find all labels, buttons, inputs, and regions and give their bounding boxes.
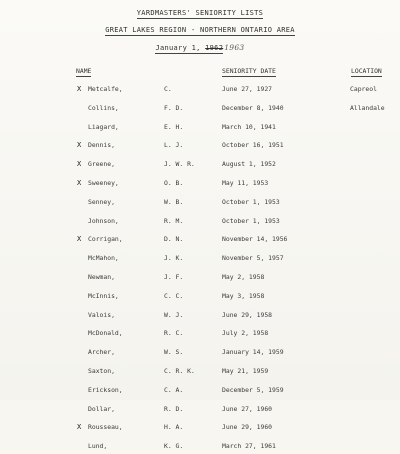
table-row bbox=[0, 442, 400, 454]
document-date bbox=[0, 43, 400, 52]
date-struck-year: 1962 bbox=[205, 44, 224, 52]
initials: R. C. bbox=[164, 329, 184, 338]
x-mark: X bbox=[77, 179, 82, 187]
location: Capreol bbox=[350, 85, 377, 93]
seniority-date: May 11, 1953 bbox=[222, 179, 269, 187]
surname: McInnis, bbox=[88, 291, 119, 300]
initials: R. M. bbox=[164, 216, 184, 225]
surname: Dennis, bbox=[88, 141, 115, 150]
table-row bbox=[0, 311, 400, 323]
seniority-date: May 2, 1958 bbox=[222, 273, 265, 281]
seniority-date: May 3, 1958 bbox=[222, 291, 265, 300]
surname: McDonald, bbox=[88, 329, 123, 338]
header-location: LOCATION bbox=[351, 67, 382, 75]
surname: Greene, bbox=[88, 160, 115, 169]
x-mark: X bbox=[77, 423, 82, 432]
initials: L. J. bbox=[164, 141, 184, 150]
surname: Senney, bbox=[88, 197, 115, 206]
header-seniority-date: SENIORITY DATE bbox=[222, 67, 276, 75]
table-row bbox=[0, 198, 400, 210]
surname: Erickson, bbox=[88, 385, 123, 394]
x-mark: X bbox=[77, 141, 82, 150]
initials: K. G. bbox=[164, 442, 184, 451]
table-row bbox=[0, 348, 400, 360]
initials: R. D. bbox=[164, 404, 184, 413]
surname: Liagard, bbox=[88, 122, 119, 131]
initials: C. C. bbox=[164, 291, 184, 300]
seniority-date: March 10, 1941 bbox=[222, 122, 276, 131]
initials: J. F. bbox=[164, 273, 184, 281]
seniority-date: May 21, 1959 bbox=[222, 367, 269, 375]
initials: J. W. R. bbox=[164, 160, 195, 169]
surname: Metcalfe, bbox=[88, 85, 123, 93]
header-name: NAME bbox=[76, 67, 92, 75]
title-line-2: GREAT LAKES REGION - NORTHERN ONTARIO AREA bbox=[105, 26, 295, 34]
table-row bbox=[0, 179, 400, 191]
seniority-date: June 27, 1927 bbox=[222, 85, 273, 93]
seniority-date: August 1, 1952 bbox=[222, 160, 276, 169]
document-title bbox=[0, 9, 400, 17]
table-row bbox=[0, 329, 400, 341]
surname: Collins, bbox=[88, 103, 119, 112]
x-mark: X bbox=[77, 85, 82, 93]
surname: Newman, bbox=[88, 273, 115, 281]
x-mark: X bbox=[77, 160, 82, 169]
surname: Johnson, bbox=[88, 216, 119, 225]
seniority-date: December 5, 1959 bbox=[222, 385, 284, 394]
surname: Saxton, bbox=[88, 367, 115, 375]
table-row bbox=[0, 104, 400, 116]
surname: Archer, bbox=[88, 348, 115, 357]
initials: J. K. bbox=[164, 254, 184, 263]
initials: O. B. bbox=[164, 179, 184, 187]
seniority-date: November 5, 1957 bbox=[222, 254, 284, 263]
seniority-date: June 29, 1960 bbox=[222, 423, 273, 432]
surname: Lund, bbox=[88, 442, 108, 451]
seniority-date: July 2, 1958 bbox=[222, 329, 269, 338]
seniority-date: June 29, 1958 bbox=[222, 310, 273, 319]
initials: C. bbox=[164, 85, 172, 93]
initials: D. N. bbox=[164, 235, 184, 244]
table-row bbox=[0, 386, 400, 398]
table-row bbox=[0, 405, 400, 417]
seniority-date: December 8, 1940 bbox=[222, 103, 284, 112]
table-row bbox=[0, 217, 400, 229]
initials: W. S. bbox=[164, 348, 184, 357]
initials: E. H. bbox=[164, 122, 184, 131]
surname: McMahon, bbox=[88, 254, 119, 263]
surname: Rousseau, bbox=[88, 423, 123, 432]
initials: W. J. bbox=[164, 310, 184, 319]
seniority-date: November 14, 1956 bbox=[222, 235, 288, 244]
table-row bbox=[0, 273, 400, 285]
seniority-date: October 16, 1951 bbox=[222, 141, 284, 150]
initials: C. A. bbox=[164, 385, 184, 394]
location: Allandale bbox=[350, 103, 385, 112]
table-row bbox=[0, 254, 400, 266]
seniority-date: October 1, 1953 bbox=[222, 197, 280, 206]
date-prefix: January 1, bbox=[155, 44, 206, 52]
initials: F. D. bbox=[164, 103, 184, 112]
table-row bbox=[0, 292, 400, 304]
table-row bbox=[0, 423, 400, 435]
seniority-date: October 1, 1953 bbox=[222, 216, 280, 225]
table-row bbox=[0, 160, 400, 172]
title-line-1: YARDMASTERS' SENIORITY LISTS bbox=[136, 9, 264, 17]
initials: C. R. K. bbox=[164, 367, 195, 375]
seniority-date: March 27, 1961 bbox=[222, 442, 276, 451]
surname: Valois, bbox=[88, 310, 115, 319]
surname: Corrigan, bbox=[88, 235, 123, 244]
initials: H. A. bbox=[164, 423, 184, 432]
surname: Sweeney, bbox=[88, 179, 119, 187]
table-row bbox=[0, 85, 400, 97]
table-row bbox=[0, 123, 400, 135]
surname: Dollar, bbox=[88, 404, 115, 413]
initials: W. B. bbox=[164, 197, 184, 206]
table-row bbox=[0, 141, 400, 153]
table-row bbox=[0, 367, 400, 379]
document-subtitle bbox=[0, 26, 400, 34]
seniority-date: January 14, 1959 bbox=[222, 348, 284, 357]
x-mark: X bbox=[77, 235, 82, 244]
date-handwritten-year: 1963 bbox=[224, 43, 245, 52]
table-row bbox=[0, 235, 400, 247]
seniority-date: June 27, 1960 bbox=[222, 404, 273, 413]
date-line bbox=[155, 44, 223, 54]
